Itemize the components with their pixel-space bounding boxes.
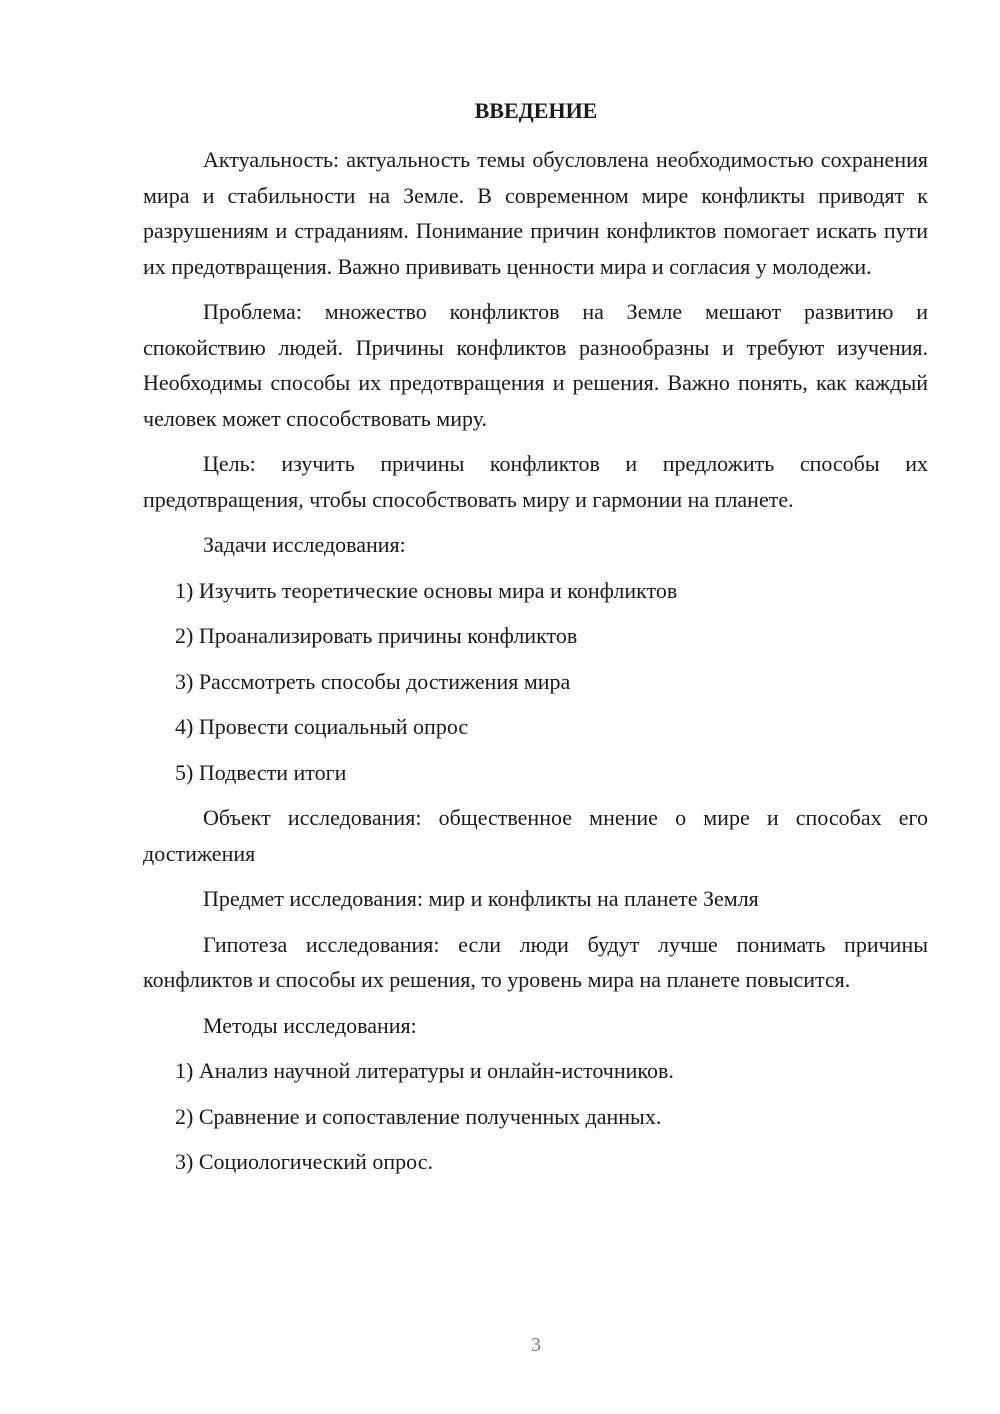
problem-paragraph: Проблема: множество конфликтов на Земле мешают развитию и спокойствию людей. Причины конфликтов разнообразны и требуют изучения. Необходимы способы их предотвращения и решения. Важно понять, как каждый человек может способствовать миру. (143, 299, 928, 431)
list-item: 1) Изучить теоретические основы мира и конфликтов (175, 577, 678, 603)
subject-paragraph: Предмет исследования: мир и конфликты на планете Земля (203, 886, 759, 911)
page-number: 3 (531, 1334, 541, 1356)
tasks-list (143, 573, 928, 791)
list-item: 1) Анализ научной литературы и онлайн-источников. (175, 1058, 674, 1083)
page-title: ВВЕДЕНИЕ (474, 98, 598, 123)
goal-paragraph: Цель: изучить причины конфликтов и предложить способы их предотвращения, чтобы способствовать миру и гармонии на планете. (143, 451, 928, 512)
body-text (143, 142, 928, 1190)
list-item: 3) Рассмотреть способы достижения мира (175, 668, 571, 694)
relevance-paragraph: Актуальность: актуальность темы обусловлена необходимостью сохранения мира и стабильности на Земле. В современном мире конфликты приводят к разрушениям и страданиям. Понимание причин конфликтов помогает искать пути их предотвращения. Важно прививать ценности мира и согласия у молодежи. (143, 147, 928, 279)
list-item: 4) Провести социальный опрос (175, 714, 469, 739)
list-item: 5) Подвести итоги (175, 759, 347, 785)
methods-heading: Методы исследования: (203, 1012, 417, 1038)
list-item: 2) Сравнение и сопоставление полученных данных. (175, 1103, 662, 1129)
tasks-heading: Задачи исследования: (203, 532, 406, 557)
list-item: 2) Проанализировать причины конфликтов (175, 623, 578, 648)
object-paragraph: Объект исследования: общественное мнение о мире и способах его достижения (143, 805, 928, 866)
hypothesis-paragraph: Гипотеза исследования: если люди будут лучше понимать причины конфликтов и способы их решения, то уровень мира на планете повысится. (143, 931, 928, 992)
list-item: 3) Социологический опрос. (175, 1149, 433, 1174)
methods-list (143, 1053, 928, 1180)
